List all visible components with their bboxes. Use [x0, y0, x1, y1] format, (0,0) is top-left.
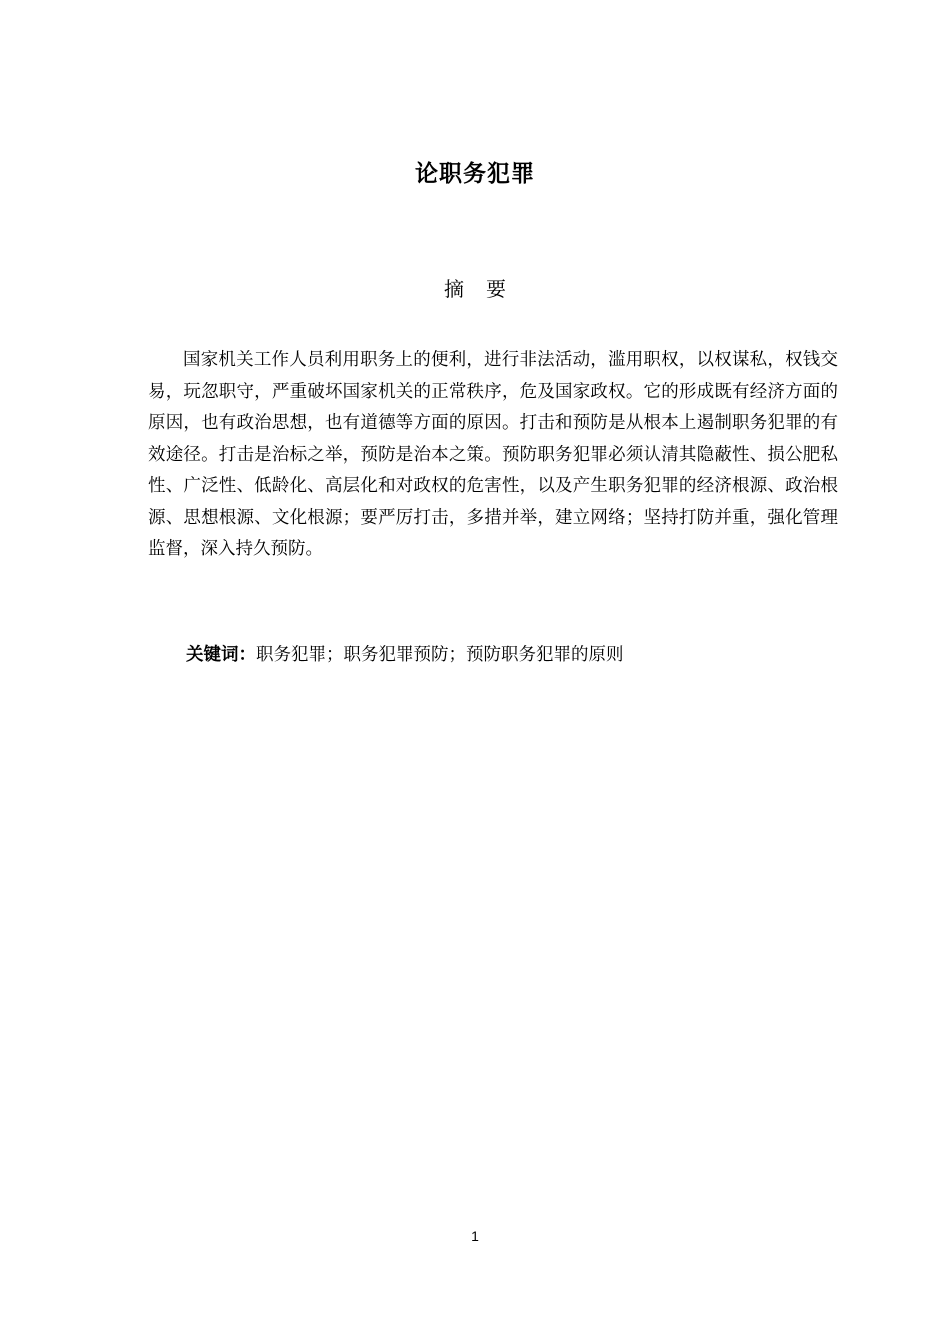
- keywords-line: [186, 640, 838, 672]
- keywords-label: 关键词：: [186, 645, 256, 665]
- keywords-text: 职务犯罪；职务犯罪预防；预防职务犯罪的原则: [256, 645, 624, 665]
- document-title: 论职务犯罪: [415, 161, 535, 187]
- abstract-paragraph: 国家机关工作人员利用职务上的便利，进行非法活动，滥用职权，以权谋私，权钱交易，玩忽职守，严重破坏国家机关的正常秩序，危及国家政权。它的形成既有经济方面的原因，也有政治思想，也有道德等方面的原因。打击和预防是从根本上遏制职务犯罪的有效途径。打击是治标之举，预防是治本之策。预防职务犯罪必须认清其隐蔽性、损公肥私性、广泛性、低龄化、高层化和对政权的危害性，以及产生职务犯罪的经济根源、政治根源、思想根源、文化根源；要严厉打击，多措并举，建立网络；坚持打防并重，强化管理监督，深入持久预防。: [148, 350, 838, 559]
- abstract-heading: 摘要: [444, 277, 528, 301]
- page-number: 1: [471, 1228, 479, 1244]
